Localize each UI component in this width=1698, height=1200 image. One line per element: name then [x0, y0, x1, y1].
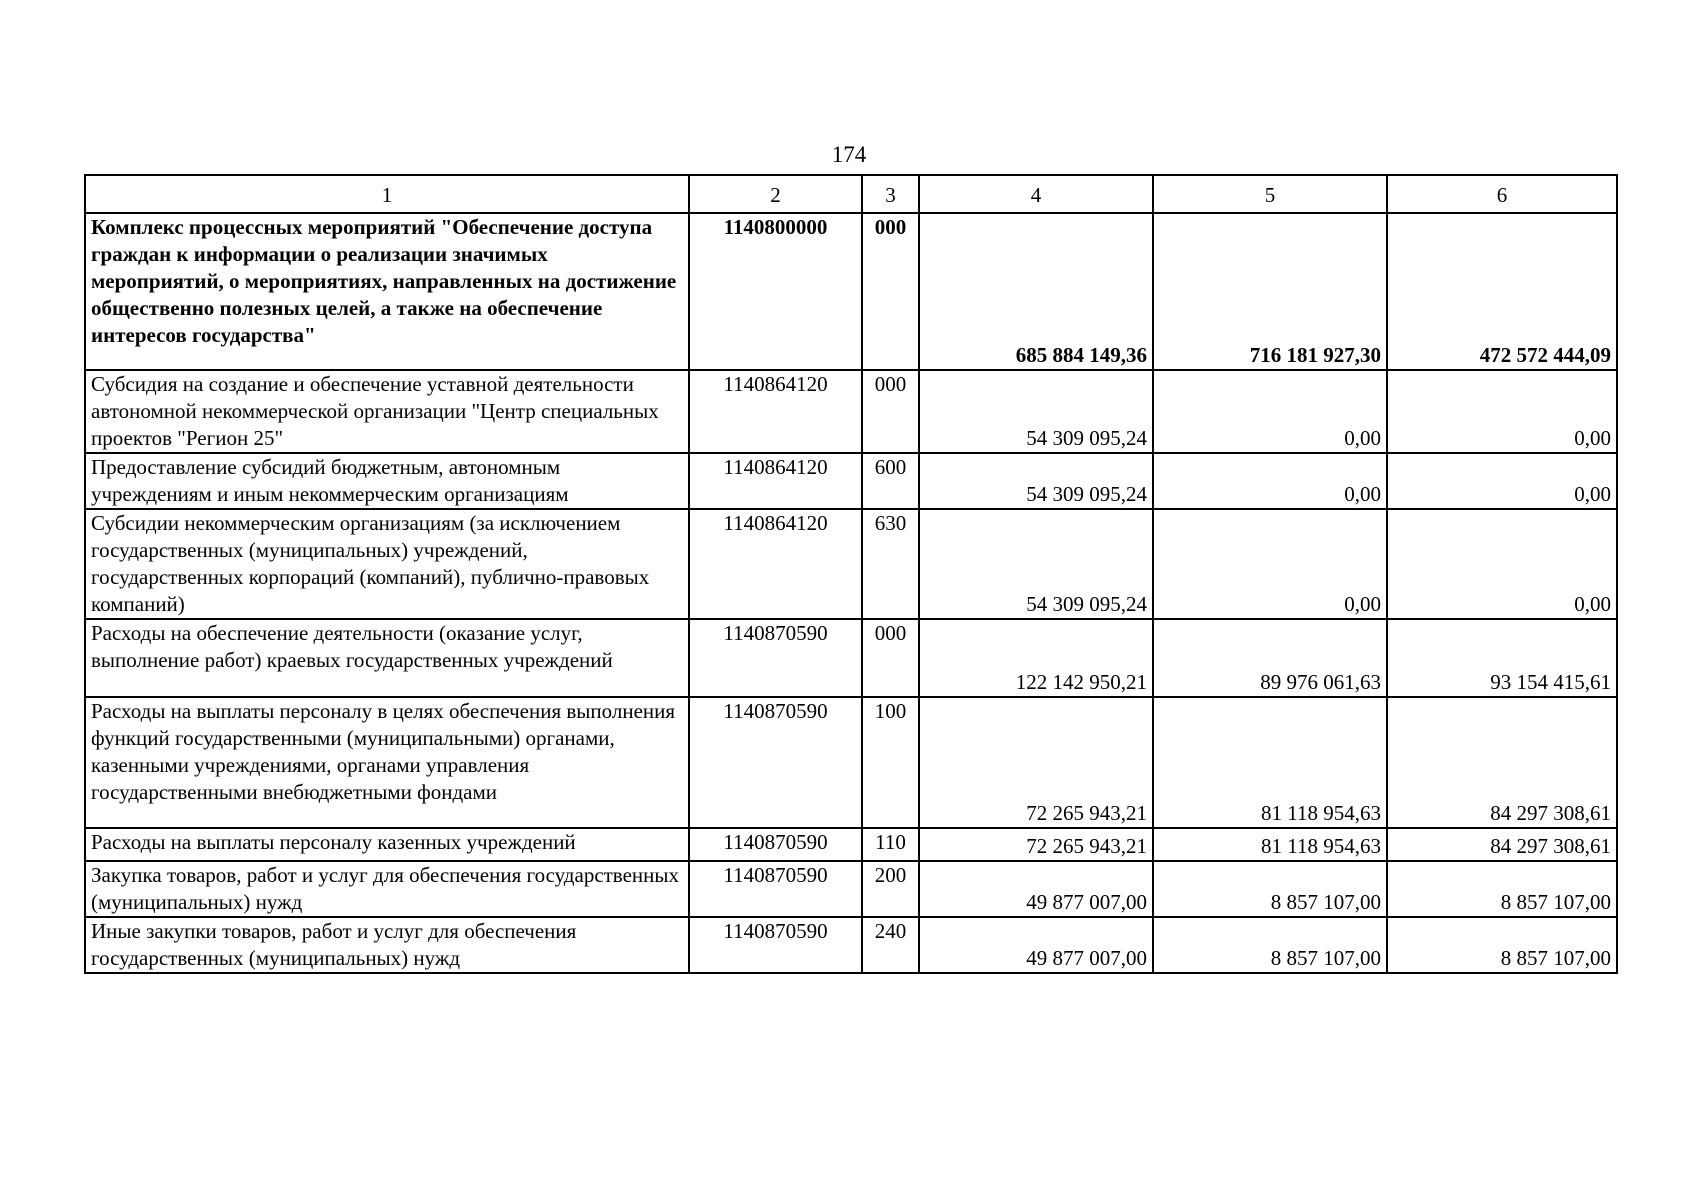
row-value-col5-cell: 0,00	[1153, 509, 1387, 619]
row-type-cell: 000	[862, 370, 919, 453]
table-row	[85, 370, 1617, 453]
row-name-cell: Расходы на выплаты персоналу казенных учреждений	[85, 828, 689, 861]
table-row	[85, 509, 1617, 619]
row-type-cell: 630	[862, 509, 919, 619]
row-value-col5-cell: 8 857 107,00	[1153, 861, 1387, 917]
row-value-col5-cell: 716 181 927,30	[1153, 213, 1387, 370]
row-value-col5-cell: 81 118 954,63	[1153, 828, 1387, 861]
row-value-col4-cell: 72 265 943,21	[919, 697, 1153, 828]
row-type-cell: 600	[862, 453, 919, 509]
row-value-col5-cell: 81 118 954,63	[1153, 697, 1387, 828]
row-name-cell: Расходы на выплаты персоналу в целях обеспечения выполнения функций государственными (муниципальными) органами, казенными учреждениями, органами управления государственными внебюджетными фондами	[85, 697, 689, 828]
table-row	[85, 213, 1617, 370]
row-code-cell: 1140870590	[689, 861, 862, 917]
row-value-col4-cell: 72 265 943,21	[919, 828, 1153, 861]
table-row	[85, 917, 1617, 973]
row-code-cell: 1140800000	[689, 213, 862, 370]
row-code-cell: 1140864120	[689, 509, 862, 619]
row-code-cell: 1140870590	[689, 828, 862, 861]
budget-table	[84, 174, 1618, 974]
row-value-col4-cell: 54 309 095,24	[919, 370, 1153, 453]
row-value-col4-cell: 54 309 095,24	[919, 509, 1153, 619]
table-row	[85, 453, 1617, 509]
row-code-cell: 1140870590	[689, 697, 862, 828]
row-value-col6-cell: 8 857 107,00	[1387, 861, 1617, 917]
column-header: 4	[919, 175, 1153, 213]
row-value-col6-cell: 472 572 444,09	[1387, 213, 1617, 370]
table-header-row	[85, 175, 1617, 213]
row-name-cell: Предоставление субсидий бюджетным, автономным учреждениям и иным некоммерческим организациям	[85, 453, 689, 509]
table-row	[85, 697, 1617, 828]
row-name-cell: Иные закупки товаров, работ и услуг для обеспечения государственных (муниципальных) нужд	[85, 917, 689, 973]
row-value-col6-cell: 0,00	[1387, 509, 1617, 619]
row-value-col4-cell: 685 884 149,36	[919, 213, 1153, 370]
row-value-col5-cell: 89 976 061,63	[1153, 619, 1387, 697]
row-name-cell: Закупка товаров, работ и услуг для обеспечения государственных (муниципальных) нужд	[85, 861, 689, 917]
row-value-col4-cell: 49 877 007,00	[919, 861, 1153, 917]
row-type-cell: 000	[862, 619, 919, 697]
row-value-col6-cell: 0,00	[1387, 453, 1617, 509]
table-row	[85, 619, 1617, 697]
row-type-cell: 240	[862, 917, 919, 973]
row-value-col5-cell: 0,00	[1153, 370, 1387, 453]
column-header: 5	[1153, 175, 1387, 213]
row-type-cell: 100	[862, 697, 919, 828]
row-value-col6-cell: 84 297 308,61	[1387, 697, 1617, 828]
row-value-col4-cell: 54 309 095,24	[919, 453, 1153, 509]
row-value-col6-cell: 84 297 308,61	[1387, 828, 1617, 861]
row-value-col6-cell: 0,00	[1387, 370, 1617, 453]
row-type-cell: 200	[862, 861, 919, 917]
row-value-col4-cell: 122 142 950,21	[919, 619, 1153, 697]
row-value-col5-cell: 0,00	[1153, 453, 1387, 509]
row-code-cell: 1140870590	[689, 619, 862, 697]
column-header: 3	[862, 175, 919, 213]
column-header: 1	[85, 175, 689, 213]
row-value-col6-cell: 8 857 107,00	[1387, 917, 1617, 973]
row-name-cell: Субсидия на создание и обеспечение уставной деятельности автономной некоммерческой организации "Центр специальных проектов "Регион 25"	[85, 370, 689, 453]
row-code-cell: 1140870590	[689, 917, 862, 973]
row-type-cell: 000	[862, 213, 919, 370]
row-type-cell: 110	[862, 828, 919, 861]
row-code-cell: 1140864120	[689, 453, 862, 509]
table-row	[85, 861, 1617, 917]
row-name-cell: Расходы на обеспечение деятельности (оказание услуг, выполнение работ) краевых государственных учреждений	[85, 619, 689, 697]
page-number: 174	[831, 142, 867, 167]
row-name-cell: Комплекс процессных мероприятий "Обеспечение доступа граждан к информации о реализации значимых мероприятий, о мероприятиях, направленных на достижение общественно полезных целей, а также на обеспечение интересов государства"	[85, 213, 689, 370]
row-value-col4-cell: 49 877 007,00	[919, 917, 1153, 973]
column-header: 2	[689, 175, 862, 213]
column-header: 6	[1387, 175, 1617, 213]
row-value-col6-cell: 93 154 415,61	[1387, 619, 1617, 697]
table-row	[85, 828, 1617, 861]
row-value-col5-cell: 8 857 107,00	[1153, 917, 1387, 973]
row-code-cell: 1140864120	[689, 370, 862, 453]
row-name-cell: Субсидии некоммерческим организациям (за исключением государственных (муниципальных) учреждений, государственных корпораций (компаний), публично-правовых компаний)	[85, 509, 689, 619]
